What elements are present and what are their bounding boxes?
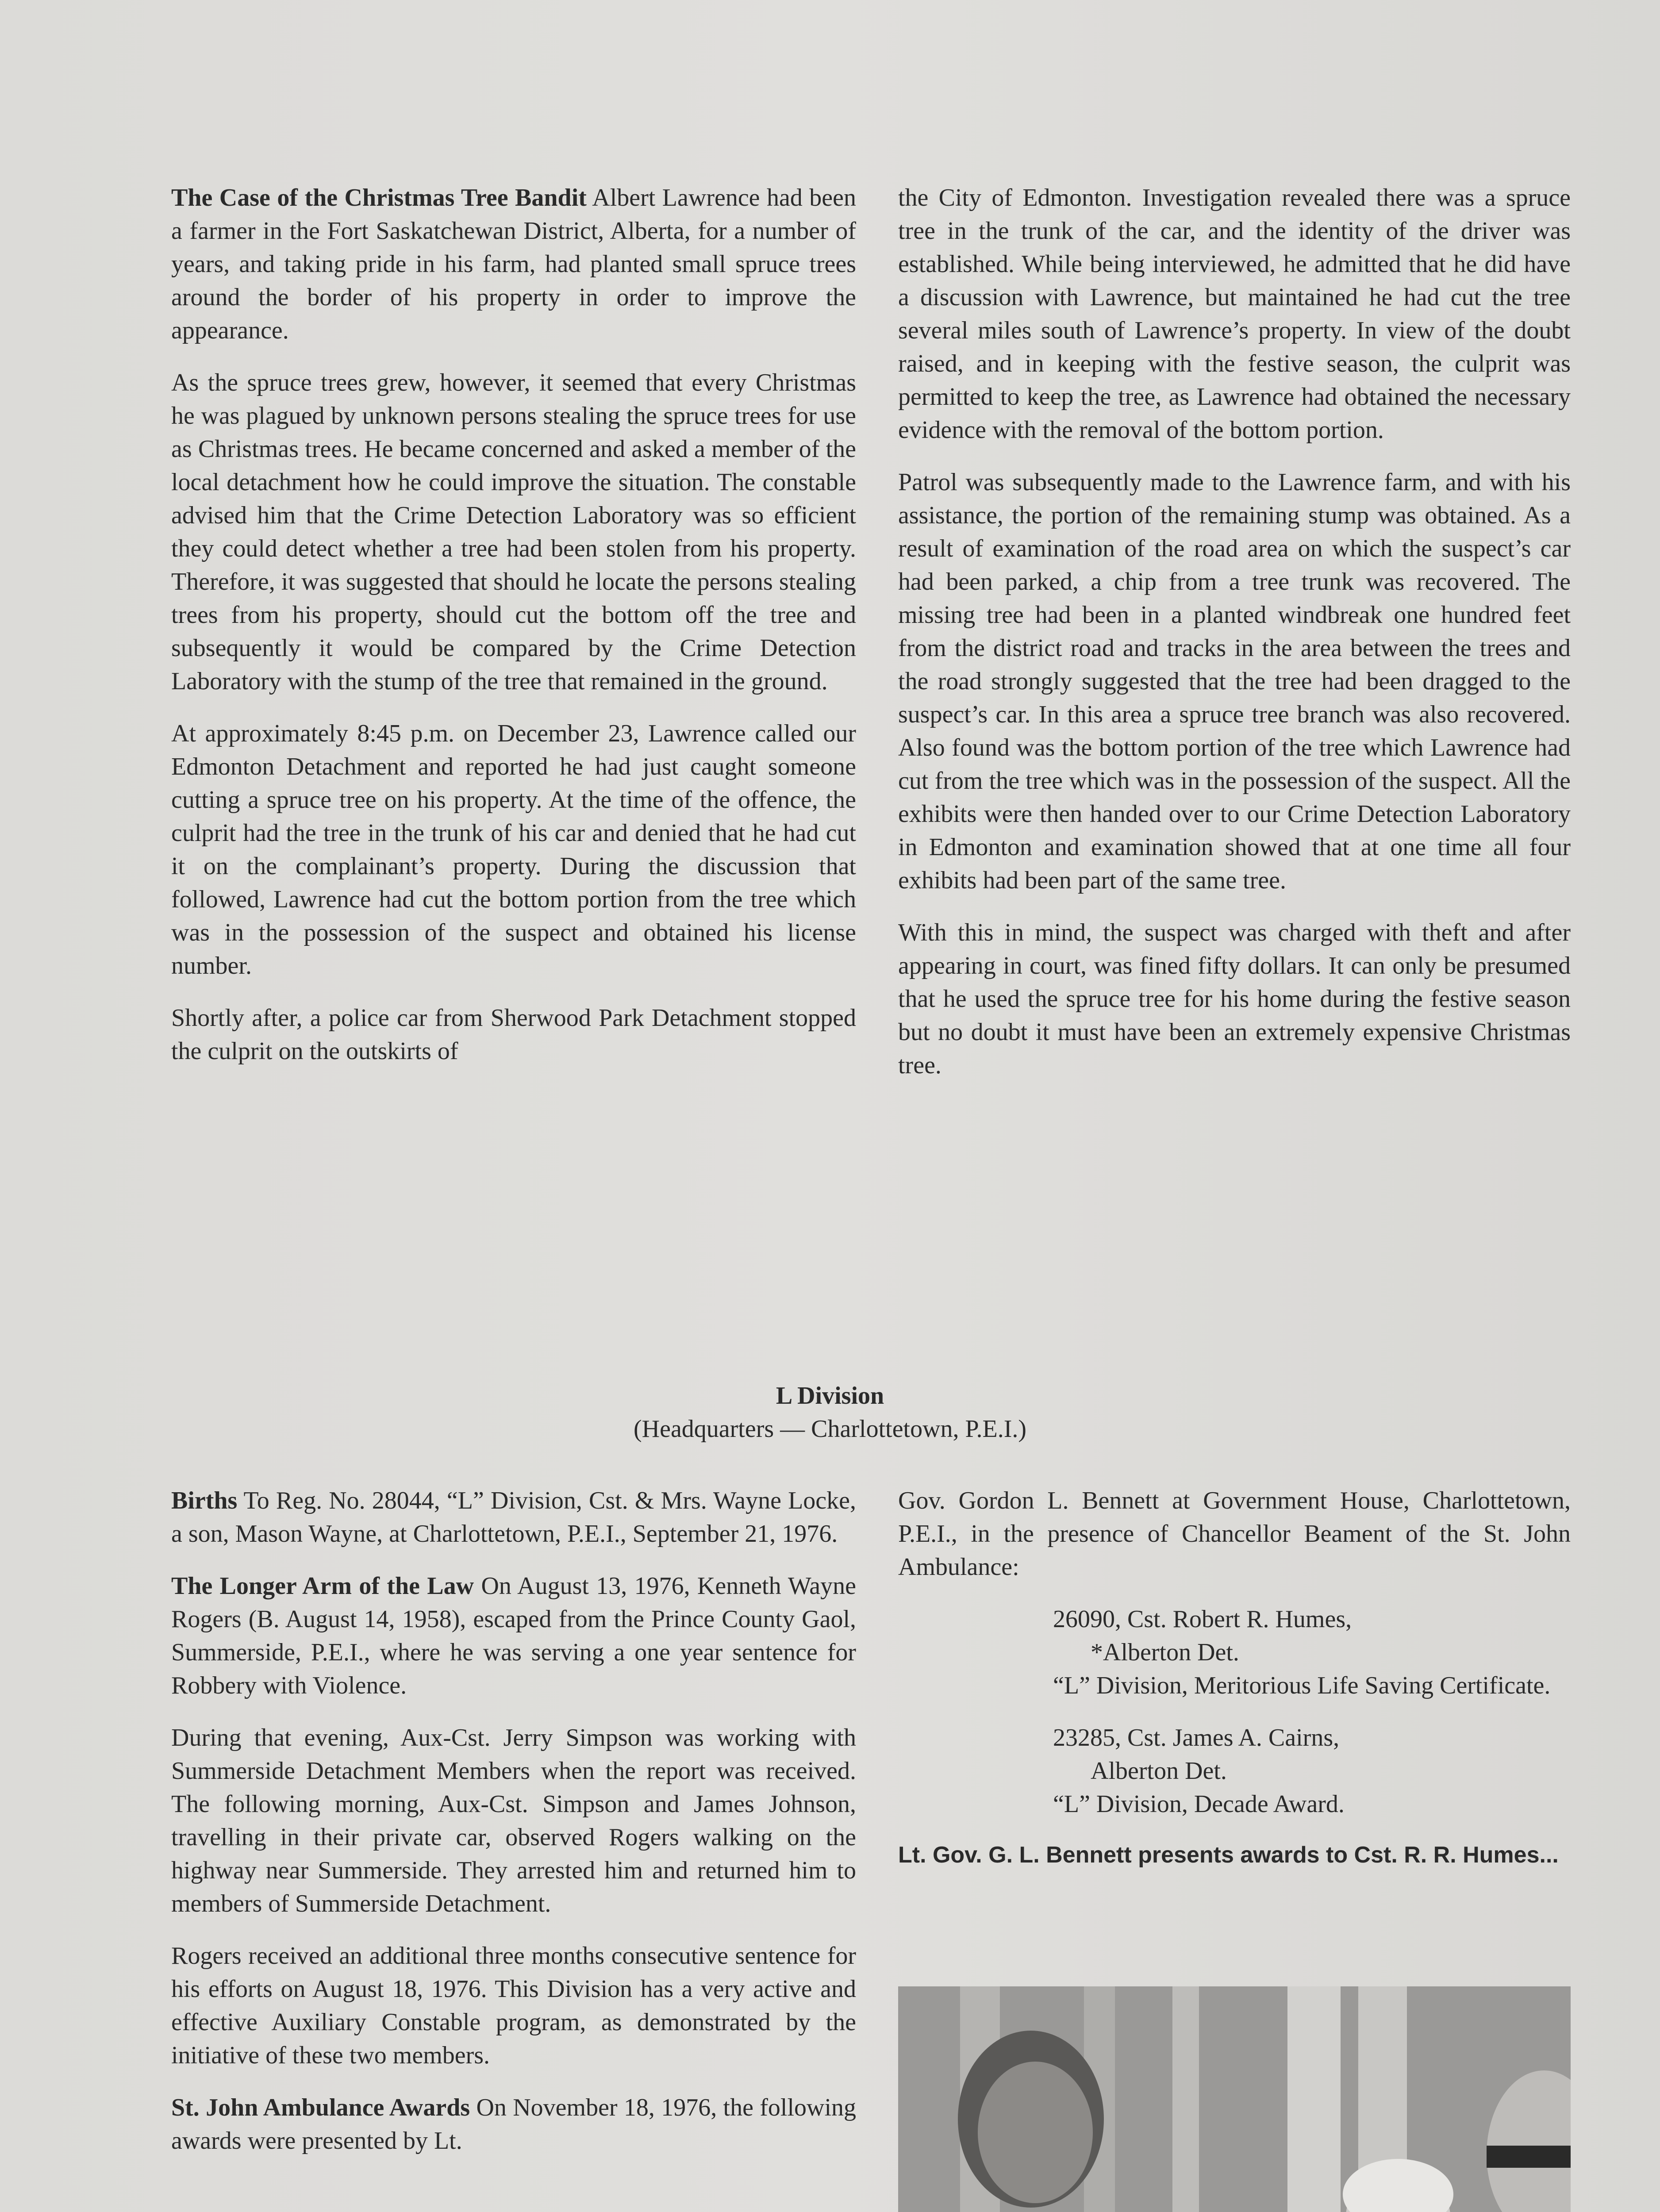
paragraph: Shortly after, a police car from Sherwood Park Detachment stopped the culprit on the outskirts of — [171, 1004, 856, 1065]
division-subtitle: (Headquarters — Charlottetown, P.E.I.) — [634, 1415, 1026, 1443]
paragraph — [171, 2091, 856, 2158]
award-detachment: *Alberton Det. — [1091, 1639, 1239, 1666]
award-detachment: Alberton Det. — [1091, 1757, 1227, 1785]
column-4 — [898, 1484, 1571, 1870]
paragraph — [171, 181, 856, 347]
column-2 — [898, 181, 1571, 1101]
paragraph: At approximately 8:45 p.m. on December 23, Lawrence called our Edmonton Detachment and reported he had just caught someone cutting a spruce tree on his property. At the time of the offence, the culprit had the tree in the trunk of his car and denied that he had cut it on the complainant’s property. During the discussion that followed, Lawrence had cut the bottom portion from the tree which was in the possession of the suspect and obtained his license number. — [171, 720, 856, 979]
photo-caption: Lt. Gov. G. L. Bennett presents awards to Cst. R. R. Humes... — [898, 1842, 1559, 1868]
award-photo — [898, 1986, 1571, 2212]
award-recipient: 23285, Cst. James A. Cairns, — [1053, 1724, 1340, 1751]
division-heading — [0, 1379, 1660, 1446]
section-heading: Births — [171, 1487, 238, 1514]
paragraph: Rogers received an additional three months consecutive sentence for his efforts on August 18, 1976. This Division has a very active and effective Auxiliary Constable program, as demonstrated by the initiative of these two members. — [171, 1942, 856, 2069]
award-entry — [1053, 1721, 1571, 1821]
division-title: L Division — [776, 1382, 884, 1409]
column-3 — [171, 1484, 856, 2177]
paragraph-text: Albert Lawrence had been a farmer in the Fort Saskatchewan District, Alberta, for a number of years, and taking pride in his farm, had planted small spruce trees around the border of his property in order to improve the appearance. — [171, 184, 856, 344]
section-heading: St. John Ambulance Awards — [171, 2094, 470, 2121]
article-heading: The Case of the Christmas Tree Bandit — [171, 184, 587, 211]
award-entry — [1053, 1603, 1571, 1702]
paragraph-text: On August 13, 1976, Kenneth Wayne Rogers (B. August 14, 1958), escaped from the Prince County Gaol, Summerside, P.E.I., where he was serving a one year sentence for Robbery with Violence. — [171, 1572, 856, 1699]
column-1 — [171, 181, 856, 1087]
paragraph: With this in mind, the suspect was charged with theft and after appearing in court, was fined fifty dollars. It can only be presumed that he used the spruce tree for his home during the festive season but no doubt it must have been an extremely expensive Christmas tree. — [898, 919, 1571, 1079]
award-title: “L” Division, Meritorious Life Saving Certificate. — [1053, 1672, 1551, 1699]
paragraph: As the spruce trees grew, however, it seemed that every Christmas he was plagued by unknown persons stealing the spruce trees for use as Christmas trees. He became concerned and asked a member of the local detachment how he could improve the situation. The constable advised him that the Crime Detection Laboratory was so efficient they could detect whether a tree had been stolen from his property. Therefore, it was suggested that should he locate the persons stealing trees from his property, should cut the bottom off the tree and subsequently it would be compared by the Crime Detection Laboratory with the stump of the tree that remained in the ground. — [171, 369, 856, 695]
paragraph-text: To Reg. No. 28044, “L” Division, Cst. & Mrs. Wayne Locke, a son, Mason Wayne, at Charlottetown, P.E.I., September 21, 1976. — [171, 1487, 856, 1548]
paragraph: Gov. Gordon L. Bennett at Government House, Charlottetown, P.E.I., in the presence of Chancellor Beament of the St. John Ambulance: — [898, 1487, 1571, 1581]
paragraph-text: On November 18, 1976, the following awards were presented by Lt. — [171, 2094, 857, 2154]
photo-image — [898, 1986, 1571, 2212]
section-heading: The Longer Arm of the Law — [171, 1572, 474, 1600]
award-title: “L” Division, Decade Award. — [1053, 1790, 1345, 1818]
paragraph — [171, 1484, 856, 1551]
award-recipient: 26090, Cst. Robert R. Humes, — [1053, 1605, 1352, 1633]
paragraph — [171, 1570, 856, 1702]
paragraph: the City of Edmonton. Investigation revealed there was a spruce tree in the trunk of the car, and the identity of the driver was established. While being interviewed, he admitted that he did have a discussion with Lawrence, but maintained he had cut the tree several miles south of Lawrence’s property. In view of the doubt raised, and in keeping with the festive season, the culprit was permitted to keep the tree, as Lawrence had obtained the necessary evidence with the removal of the bottom portion. — [898, 184, 1571, 444]
paragraph: Patrol was subsequently made to the Lawrence farm, and with his assistance, the portion of the remaining stump was obtained. As a result of examination of the road area on which the suspect’s car had been parked, a chip from a tree trunk was recovered. The missing tree had been in a planted windbreak one hundred feet from the district road and tracks in the area between the trees and the road strongly suggested that the tree had been dragged to the suspect’s car. In this area a spruce tree branch was also recovered. Also found was the bottom portion of the tree which Lawrence had cut from the tree which was in the possession of the suspect. All the exhibits were then handed over to our Crime Detection Laboratory in Edmonton and examination showed that at one time all four exhibits had been part of the same tree. — [898, 469, 1571, 894]
paragraph: During that evening, Aux-Cst. Jerry Simpson was working with Summerside Detachment Members when the report was received. The following morning, Aux-Cst. Simpson and James Johnson, travelling in their private car, observed Rogers walking on the highway near Summerside. They arrested him and returned him to members of Summerside Detachment. — [171, 1724, 856, 1917]
